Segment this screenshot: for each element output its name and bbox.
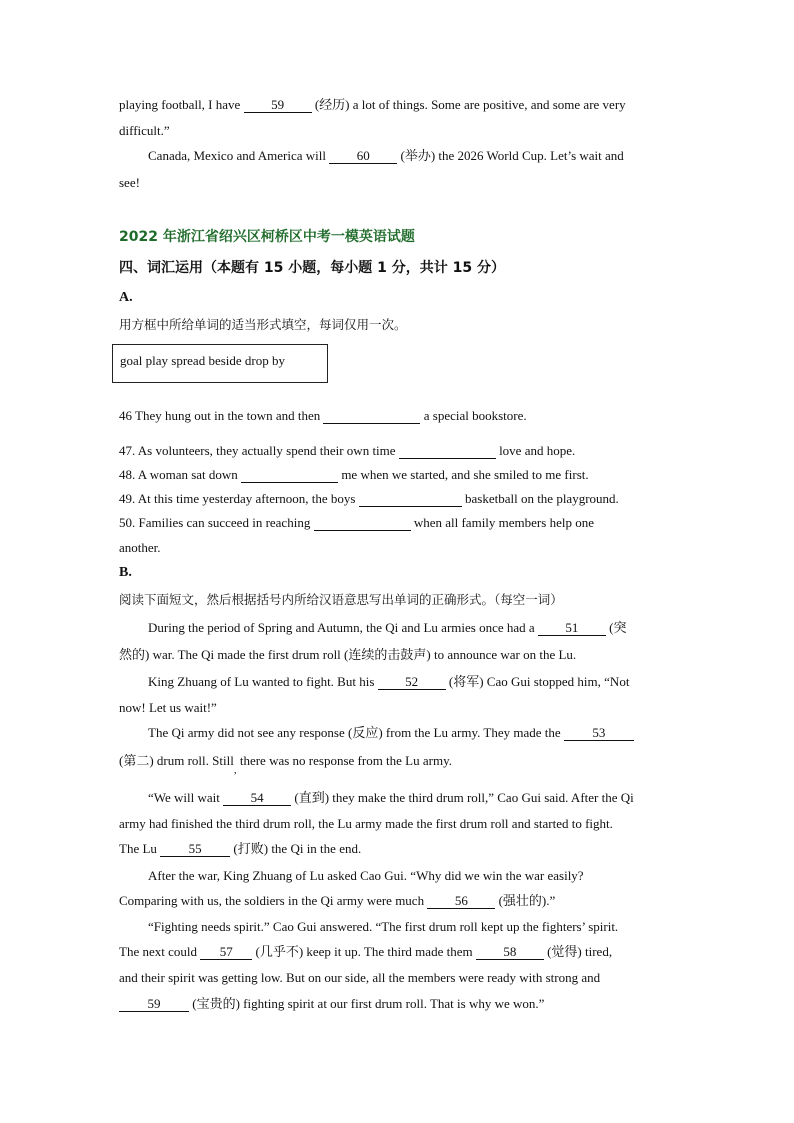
question-49: 49. At this time yesterday afternoon, the boys basketball on the playground. — [119, 491, 619, 506]
p3-line-2: (第二) drum roll. Still$_,$ there was no response from the Lu army. — [119, 753, 452, 776]
p1-line-1: During the period of Spring and Autumn, the Qi and Lu armies once had a 51 (突 — [148, 620, 627, 635]
intro-line-4: see! — [119, 175, 140, 190]
p4-line-1: “We will wait 54 (直到) they make the third drum roll,” Cao Gui said. After the Qi — [148, 790, 634, 805]
blank-47[interactable] — [399, 444, 496, 459]
blank-49[interactable] — [359, 492, 462, 507]
p6-line-3: and their spirit was getting low. But on our side, all the members were ready with strong and — [119, 970, 601, 985]
question-47: 47. As volunteers, they actually spend their own time love and hope. — [119, 443, 576, 458]
intro-line-3: Canada, Mexico and America will 60 (举办) the 2026 World Cup. Let’s wait and — [148, 148, 624, 163]
p1-line-2: 然的) war. The Qi made the first drum roll (连续的击鼓声) to announce war on the Lu. — [119, 647, 577, 662]
question-48: 48. A woman sat down me when we started, and she smiled to me first. — [119, 467, 589, 482]
p4-line-3: The Lu 55 (打败) the Qi in the end. — [119, 841, 362, 856]
blank-51[interactable]: 51 — [538, 621, 606, 636]
blank-57[interactable]: 57 — [200, 945, 252, 960]
question-50-cont: another. — [119, 540, 161, 555]
part-b-instruction: 阅读下面短文，然后根据括号内所给汉语意思写出单词的正确形式。（每空一词） — [119, 592, 563, 607]
exam-title: 2022 年浙江省绍兴区柯桥区中考一模英语试题 — [119, 229, 415, 245]
part-a-label: A. — [119, 290, 133, 305]
intro-line-2: difficult.” — [119, 123, 170, 138]
section-heading: 四、词汇运用（本题有 15 小题，每小题 1 分，共计 15 分） — [119, 260, 505, 276]
part-a-instruction: 用方框中所给单词的适当形式填空，每词仅用一次。 — [119, 317, 407, 332]
p3-line-1: The Qi army did not see any response (反应) from the Lu army. They made the 53 — [148, 725, 634, 741]
blank-54[interactable]: 54 — [223, 791, 291, 806]
p2-line-1: King Zhuang of Lu wanted to fight. But his 52 (将军) Cao Gui stopped him, “Not — [148, 674, 630, 689]
blank-59b[interactable]: 59 — [119, 997, 189, 1012]
blank-50[interactable] — [314, 516, 411, 531]
part-b-label: B. — [119, 565, 132, 580]
blank-55[interactable]: 55 — [160, 842, 230, 857]
blank-53[interactable]: 53 — [564, 726, 634, 741]
blank-58[interactable]: 58 — [476, 945, 544, 960]
intro-line-1: playing football, I have 59 (经历) a lot of things. Some are positive, and some are very — [119, 97, 626, 112]
p6-line-2: The next could 57 (几乎不) keep it up. The third made them 58 (觉得) tired, — [119, 944, 613, 959]
p6-line-4: 59 (宝贵的) fighting spirit at our first drum roll. That is why we won.” — [119, 996, 544, 1012]
blank-46[interactable] — [323, 409, 420, 424]
question-46: 46 They hung out in the town and then a special bookstore. — [119, 408, 527, 423]
p2-line-2: now! Let us wait!” — [119, 700, 217, 715]
blank-60[interactable]: 60 — [329, 149, 397, 164]
blank-56[interactable]: 56 — [427, 894, 495, 909]
word-box-text: goal play spread beside drop by — [120, 353, 285, 368]
p6-line-1: “Fighting needs spirit.” Cao Gui answered. “The first drum roll kept up the fighters’ spirit. — [148, 919, 619, 934]
p4-line-2: army had finished the third drum roll, the Lu army made the first drum roll and started to fight. — [119, 816, 613, 831]
p5-line-1: After the war, King Zhuang of Lu asked Cao Gui. “Why did we win the war easily? — [148, 868, 584, 883]
blank-48[interactable] — [241, 468, 338, 483]
blank-52[interactable]: 52 — [378, 675, 446, 690]
question-50: 50. Families can succeed in reaching when all family members help one — [119, 515, 594, 530]
word-box — [112, 344, 328, 383]
p5-line-2: Comparing with us, the soldiers in the Qi army were much 56 (强壮的).” — [119, 893, 556, 908]
blank-59[interactable]: 59 — [244, 98, 312, 113]
